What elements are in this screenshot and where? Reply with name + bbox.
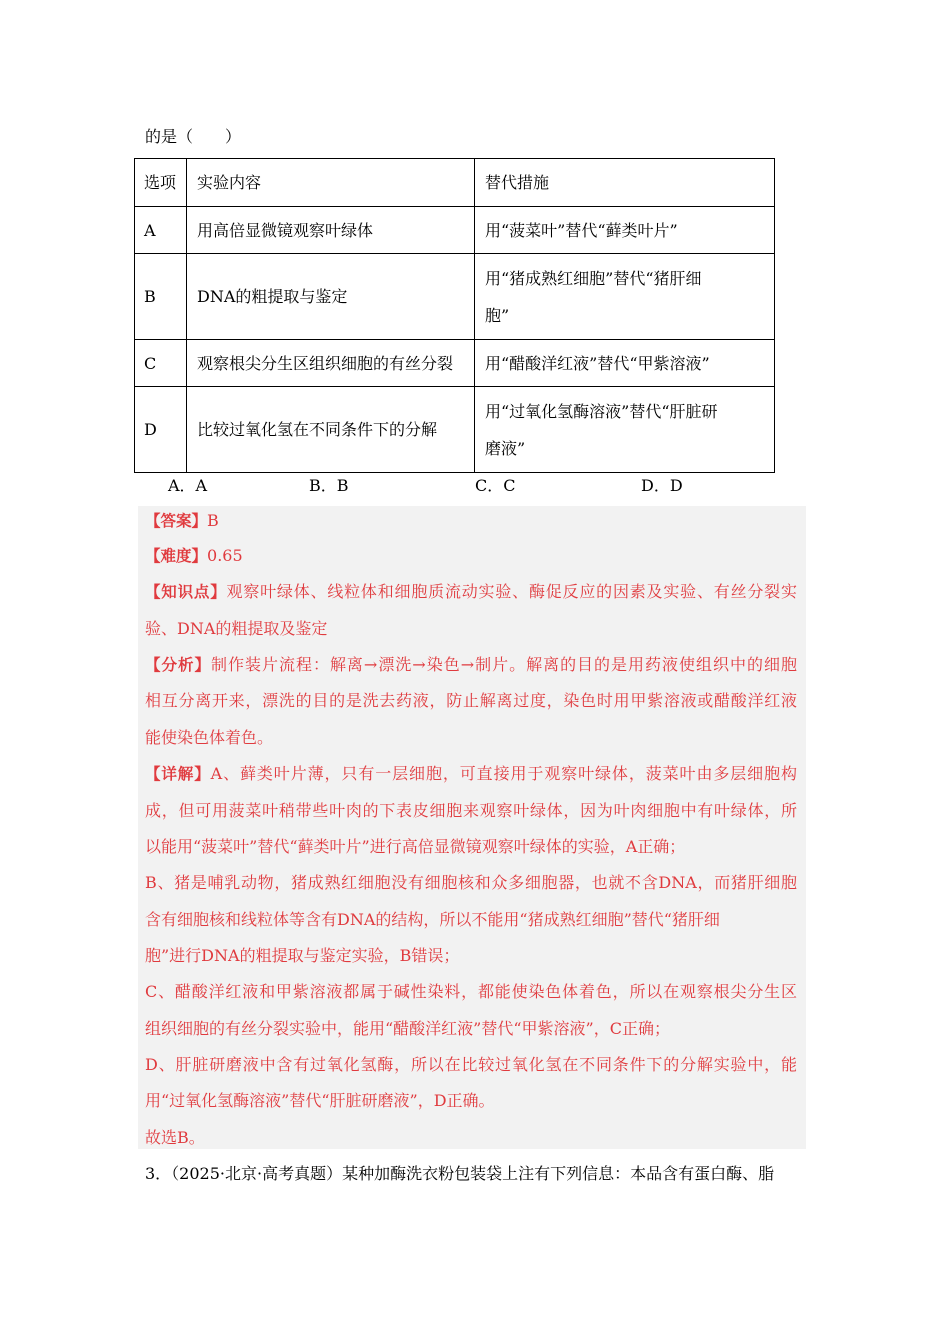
row-content: DNA的粗提取与鉴定	[187, 254, 475, 340]
detail-text: A、藓类叶片薄，只有一层细胞，可直接用于观察叶绿体，菠菜叶由多层细胞构	[210, 764, 797, 783]
row-option: B	[135, 254, 187, 340]
analysis-line: 相互分离开来，漂洗的目的是洗去药液，防止解离过度，染色时用甲紫溶液或醋酸洋红液	[145, 691, 797, 710]
detail-line	[145, 764, 797, 784]
detail-line: 以能用“菠菜叶”替代“藓类叶片”进行高倍显微镜观察叶绿体的实验，A正确；	[145, 837, 686, 856]
row-measure-line: 胞”	[485, 305, 510, 325]
row-content: 观察根尖分生区组织细胞的有丝分裂	[187, 340, 475, 387]
difficulty-tag: 【难度】	[145, 547, 208, 565]
detail-line: 胞”进行DNA的粗提取与鉴定实验，B错误；	[145, 946, 460, 965]
row-content: 用高倍显微镜观察叶绿体	[187, 207, 475, 254]
row-measure-line: 用“猪成熟红细胞”替代“猪肝细	[485, 268, 702, 288]
question-stem-tail: 的是（ ）	[145, 127, 242, 146]
knowledge-line	[145, 582, 797, 602]
difficulty-value: 0.65	[207, 546, 243, 565]
row-option: A	[135, 207, 187, 254]
row-measure	[475, 387, 775, 473]
difficulty-line	[145, 546, 243, 566]
choice-c[interactable]: C．C	[475, 476, 516, 495]
knowledge-text: 观察叶绿体、线粒体和细胞质流动实验、酶促反应的因素及实验、有丝分裂实	[226, 582, 797, 601]
conclusion-line: 故选B。	[145, 1128, 205, 1147]
row-measure-line: 磨液”	[485, 438, 526, 458]
detail-tag: 【详解】	[145, 765, 211, 783]
row-measure	[475, 340, 775, 387]
analysis-tag: 【分析】	[145, 656, 211, 674]
detail-line: 组织细胞的有丝分裂实验中，能用“醋酸洋红液”替代“甲紫溶液”，C正确；	[145, 1019, 670, 1038]
row-measure-line: 用“醋酸洋红液”替代“甲紫溶液”	[485, 353, 710, 373]
answer-tag: 【答案】	[145, 512, 208, 530]
next-question-stem: 3．（2025·北京·高考真题）某种加酶洗衣粉包装袋上注有下列信息：本品含有蛋白酶、脂	[145, 1164, 775, 1183]
answer-value: B	[207, 511, 219, 530]
table-row	[135, 387, 775, 473]
row-measure	[475, 207, 775, 254]
header-content: 实验内容	[187, 159, 475, 207]
row-content: 比较过氧化氢在不同条件下的分解	[187, 387, 475, 473]
table-row	[135, 254, 775, 340]
detail-line: 含有细胞核和线粒体等含有DNA的结构，所以不能用“猪成熟红细胞”替代“猪肝细	[145, 910, 720, 929]
detail-line: B、猪是哺乳动物，猪成熟红细胞没有细胞核和众多细胞器，也就不含DNA，而猪肝细胞	[145, 873, 797, 892]
header-measure: 替代措施	[475, 159, 775, 207]
detail-line: 用“过氧化氢酶溶液”替代“肝脏研磨液”，D正确。	[145, 1091, 495, 1110]
row-measure-line: 用“过氧化氢酶溶液”替代“肝脏研	[485, 401, 718, 421]
row-measure-line: 用“菠菜叶”替代“藓类叶片”	[485, 220, 678, 240]
knowledge-tag: 【知识点】	[145, 583, 227, 601]
knowledge-line: 验、DNA的粗提取及鉴定	[145, 619, 328, 638]
experiment-table	[134, 158, 775, 473]
row-measure	[475, 254, 775, 340]
choice-b[interactable]: B．B	[309, 476, 349, 495]
answer-line	[145, 511, 219, 531]
choice-a[interactable]: A．A	[168, 476, 208, 495]
table-row	[135, 207, 775, 254]
table-header-row	[135, 159, 775, 207]
analysis-line	[145, 655, 797, 675]
analysis-line: 能使染色体着色。	[145, 728, 274, 747]
table-row	[135, 340, 775, 387]
solution-panel	[138, 506, 806, 1149]
row-option: C	[135, 340, 187, 387]
header-option: 选项	[135, 159, 187, 207]
detail-line: 成，但可用菠菜叶稍带些叶肉的下表皮细胞来观察叶绿体，因为叶肉细胞中有叶绿体，所	[145, 801, 797, 820]
choice-d[interactable]: D．D	[641, 476, 683, 495]
detail-line: C、醋酸洋红液和甲紫溶液都属于碱性染料，都能使染色体着色，所以在观察根尖分生区	[145, 982, 797, 1001]
detail-line: D、肝脏研磨液中含有过氧化氢酶，所以在比较过氧化氢在不同条件下的分解实验中，能	[145, 1055, 797, 1074]
analysis-text: 制作装片流程：解离→漂洗→染色→制片。解离的目的是用药液使组织中的细胞	[210, 655, 797, 674]
row-option: D	[135, 387, 187, 473]
